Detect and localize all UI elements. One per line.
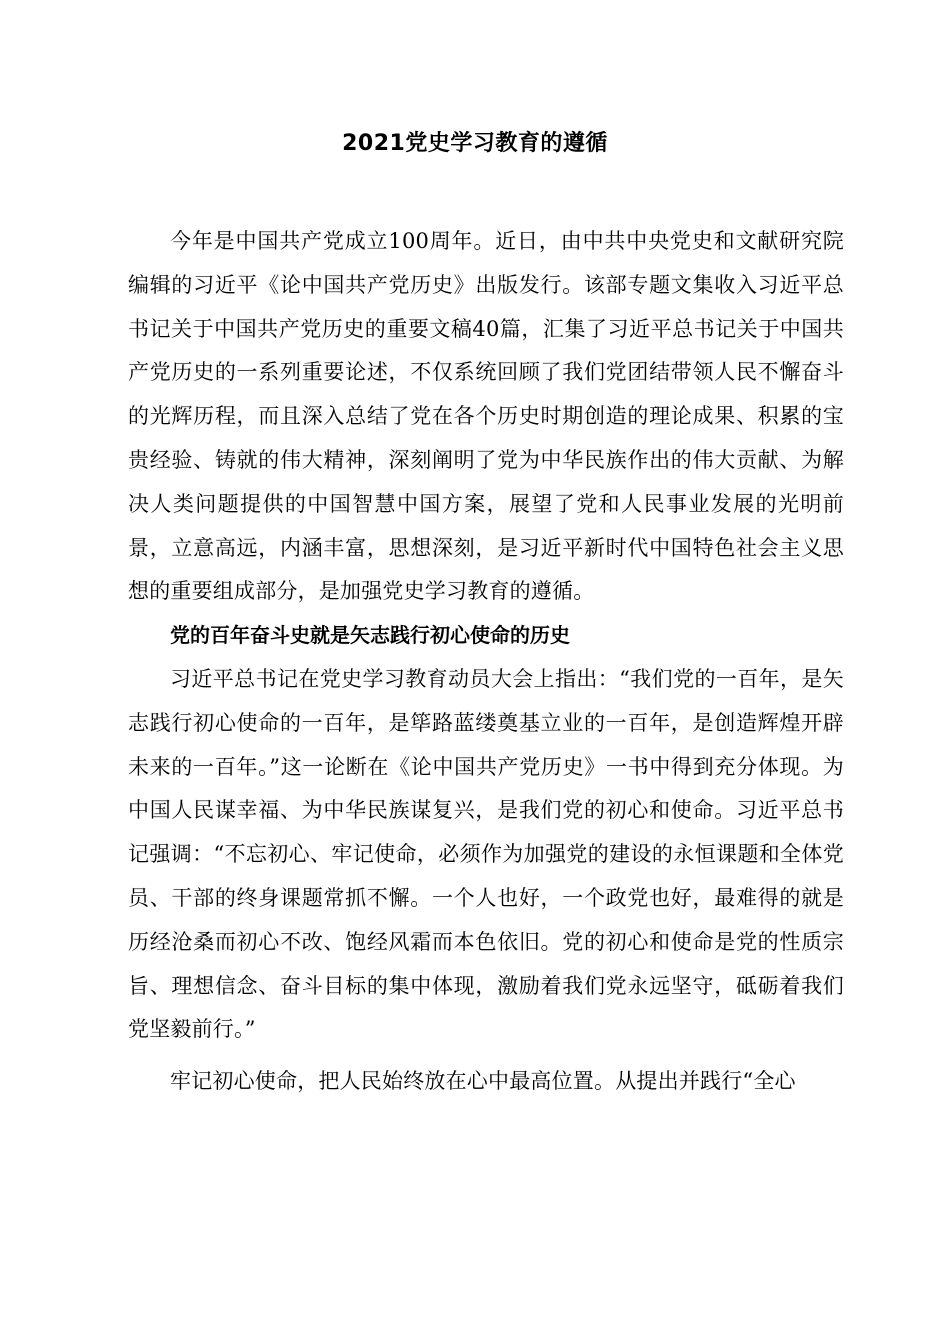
section-heading: 党的百年奋斗史就是矢志践行初心使命的历史 (170, 623, 570, 648)
paragraph-gap (128, 1052, 844, 1060)
paragraph-quote: 习近平总书记在党史学习教育动员大会上指出：“我们党的一百年，是矢志践行初心使命的一百年，是筚路蓝缕奠基立业的一百年，是创造辉煌开辟未来的一百年。”这一论断在《论中国共产党历史》一书中得到充分体现。为中国人民谋幸福、为中华民族谋复兴，是我们党的初心和使命。习近平总书记强调：“不忘初心、牢记使命，必须作为加强党的建设的永恒课题和全体党员、干部的终身课题常抓不懈。一个人也好，一个政党也好，最难得的就是历经沧桑而初心不改、饱经风霜而本色依旧。党的初心和使命是党的性质宗旨、理想信念、奋斗目标的集中体现，激励着我们党永远坚守，砥砺着我们党坚毅前行。” (128, 666, 844, 1042)
paragraph-intro: 今年是中国共产党成立100周年。近日，由中共中央党史和文献研究院编辑的习近平《论中国共产党历史》出版发行。该部专题文集收入习近平总书记关于中国共产党历史的重要文稿40篇，汇集了习近平总书记关于中国共产党历史的一系列重要论述，不仅系统回顾了我们党团结带领人民不懈奋斗的光辉历程，而且深入总结了党在各个历史时期创造的理论成果、积累的宝贵经验、铸就的伟大精神，深刻阐明了党为中华民族作出的伟大贡献、为解决人类问题提供的中国智慧中国方案，展望了党和人民事业发展的光明前景，立意高远，内涵丰富，思想深刻，是习近平新时代中国特色社会主义思想的重要组成部分，是加强党史学习教育的遵循。 (128, 229, 844, 604)
paragraph-continued: 牢记初心使命，把人民始终放在心中最高位置。从提出并践行“全心 (170, 1069, 796, 1094)
document-body (128, 220, 844, 1104)
document-title: 2021党史学习教育的遵循 (342, 131, 608, 156)
